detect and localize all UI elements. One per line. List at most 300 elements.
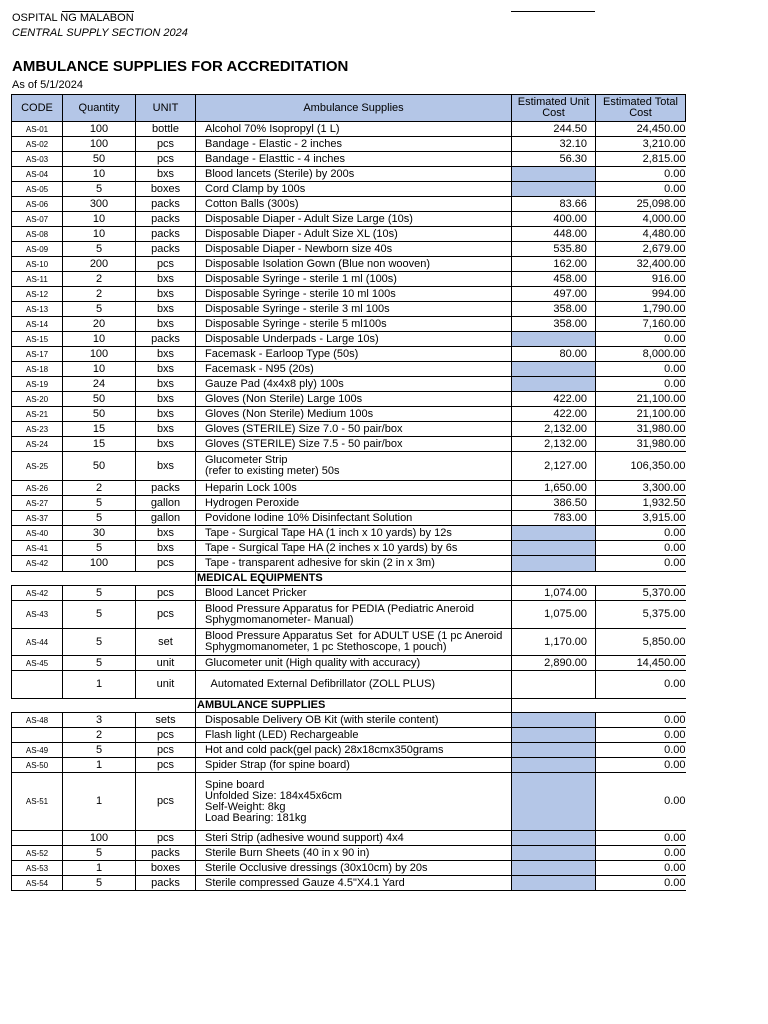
item-unit-cost: 386.50	[512, 496, 596, 511]
table-row	[12, 182, 686, 197]
item-unit-cost: 497.00	[512, 287, 596, 302]
item-code: AS-08	[12, 227, 63, 242]
table-row	[12, 437, 686, 452]
description-line: Alcohol 70% Isopropyl (1 L)	[205, 122, 340, 135]
item-code: AS-15	[12, 332, 63, 347]
item-unit: pcs	[136, 758, 196, 773]
description-line: Glucometer unit (High quality with accuracy)	[205, 656, 421, 669]
section-qty-cell	[63, 572, 136, 586]
item-code: AS-07	[12, 212, 63, 227]
item-unit: pcs	[136, 831, 196, 846]
item-description	[196, 861, 512, 876]
item-code: AS-43	[12, 601, 63, 629]
item-quantity: 30	[63, 526, 136, 541]
item-unit: boxes	[136, 861, 196, 876]
col-header-code: CODE	[12, 95, 63, 122]
item-code	[12, 671, 63, 699]
item-quantity: 5	[63, 541, 136, 556]
item-description	[196, 713, 512, 728]
table-row	[12, 496, 686, 511]
item-unit-cost: 2,132.00	[512, 422, 596, 437]
item-quantity: 50	[63, 452, 136, 481]
section-unit-cell	[136, 699, 196, 713]
description-line: Facemask - N95 (20s)	[205, 362, 314, 375]
item-unit: pcs	[136, 743, 196, 758]
item-quantity: 3	[63, 713, 136, 728]
item-description	[196, 496, 512, 511]
description-line: Disposable Syringe - sterile 5 ml100s	[205, 317, 387, 330]
item-unit-cost: 2,127.00	[512, 452, 596, 481]
item-total-cost: 0.00	[596, 743, 686, 758]
item-quantity: 5	[63, 656, 136, 671]
item-unit-cost	[512, 831, 596, 846]
item-unit: bxs	[136, 362, 196, 377]
item-description	[196, 452, 512, 481]
item-description	[196, 392, 512, 407]
description-line: Bandage - Elasttic - 4 inches	[205, 152, 346, 165]
item-unit-cost: 1,074.00	[512, 586, 596, 601]
section-unit-cell	[136, 572, 196, 586]
item-code: AS-42	[12, 586, 63, 601]
item-description	[196, 302, 512, 317]
table-row	[12, 452, 686, 481]
table-row	[12, 511, 686, 526]
description-line: Tape - transparent adhesive for skin (2 in x 3m)	[205, 557, 435, 569]
item-code: AS-42	[12, 556, 63, 572]
table-row	[12, 481, 686, 496]
description-line: Sterile compressed Gauze 4.5"X4.1 Yard	[205, 876, 405, 889]
description-line: Facemask - Earloop Type (50s)	[205, 347, 359, 360]
item-unit-cost: 358.00	[512, 317, 596, 332]
item-unit: pcs	[136, 773, 196, 831]
item-description	[196, 242, 512, 257]
item-unit-cost	[512, 743, 596, 758]
item-unit: bxs	[136, 287, 196, 302]
item-unit: bxs	[136, 167, 196, 182]
item-total-cost: 3,300.00	[596, 481, 686, 496]
item-description	[196, 197, 512, 212]
item-code: AS-53	[12, 861, 63, 876]
item-code: AS-20	[12, 392, 63, 407]
item-quantity: 1	[63, 773, 136, 831]
item-total-cost: 0.00	[596, 713, 686, 728]
item-total-cost: 3,915.00	[596, 511, 686, 526]
item-code: AS-09	[12, 242, 63, 257]
table-row	[12, 407, 686, 422]
item-unit: packs	[136, 212, 196, 227]
supplies-table	[11, 94, 686, 891]
description-line: Disposable Diaper - Newborn size 40s	[205, 242, 393, 255]
item-quantity: 5	[63, 846, 136, 861]
item-total-cost: 0.00	[596, 167, 686, 182]
item-quantity: 50	[63, 392, 136, 407]
item-unit-cost	[512, 671, 596, 699]
table-row	[12, 556, 686, 572]
item-code: AS-24	[12, 437, 63, 452]
table-row	[12, 846, 686, 861]
item-unit: packs	[136, 332, 196, 347]
item-quantity: 10	[63, 362, 136, 377]
item-unit: pcs	[136, 601, 196, 629]
table-row	[12, 257, 686, 272]
item-quantity: 300	[63, 197, 136, 212]
item-total-cost: 25,098.00	[596, 197, 686, 212]
item-unit-cost	[512, 876, 596, 891]
item-code: AS-11	[12, 272, 63, 287]
item-unit: packs	[136, 197, 196, 212]
item-quantity: 50	[63, 407, 136, 422]
item-total-cost: 21,100.00	[596, 392, 686, 407]
item-quantity: 5	[63, 629, 136, 656]
item-unit: pcs	[136, 728, 196, 743]
item-quantity: 5	[63, 743, 136, 758]
item-total-cost: 14,450.00	[596, 656, 686, 671]
table-row	[12, 152, 686, 167]
table-row	[12, 212, 686, 227]
item-unit: pcs	[136, 137, 196, 152]
table-row	[12, 287, 686, 302]
table-row	[12, 758, 686, 773]
section-tc-cell	[596, 572, 686, 586]
table-row	[12, 526, 686, 541]
item-total-cost: 1,932.50	[596, 496, 686, 511]
table-row	[12, 377, 686, 392]
item-quantity: 100	[63, 556, 136, 572]
item-unit-cost	[512, 362, 596, 377]
item-description	[196, 362, 512, 377]
description-line: Steri Strip (adhesive wound support) 4x4	[205, 831, 404, 844]
item-quantity: 5	[63, 586, 136, 601]
item-code: AS-26	[12, 481, 63, 496]
table-row	[12, 317, 686, 332]
table-row	[12, 122, 686, 137]
item-total-cost: 0.00	[596, 526, 686, 541]
item-code: AS-03	[12, 152, 63, 167]
description-line: Povidone Iodine 10% Disinfectant Solution	[205, 511, 413, 524]
item-code: AS-14	[12, 317, 63, 332]
item-total-cost: 0.00	[596, 556, 686, 572]
item-unit-cost: 448.00	[512, 227, 596, 242]
table-row	[12, 167, 686, 182]
item-unit: bxs	[136, 377, 196, 392]
table-row	[12, 272, 686, 287]
table-row	[12, 876, 686, 891]
item-quantity: 5	[63, 496, 136, 511]
section-tc-cell	[596, 699, 686, 713]
item-total-cost: 0.00	[596, 541, 686, 556]
table-row	[12, 728, 686, 743]
item-unit-cost: 32.10	[512, 137, 596, 152]
item-total-cost: 0.00	[596, 671, 686, 699]
item-code: AS-37	[12, 511, 63, 526]
item-unit-cost	[512, 182, 596, 197]
item-unit-cost: 162.00	[512, 257, 596, 272]
description-line: Heparin Lock 100s	[205, 481, 297, 494]
item-total-cost: 7,160.00	[596, 317, 686, 332]
item-unit: gallon	[136, 496, 196, 511]
item-quantity: 5	[63, 511, 136, 526]
item-unit-cost: 358.00	[512, 302, 596, 317]
item-quantity: 1	[63, 758, 136, 773]
item-unit: bxs	[136, 541, 196, 556]
item-unit-cost	[512, 861, 596, 876]
item-quantity: 1	[63, 671, 136, 699]
item-unit: gallon	[136, 511, 196, 526]
item-code: AS-06	[12, 197, 63, 212]
item-unit-cost: 56.30	[512, 152, 596, 167]
table-body	[12, 122, 686, 891]
item-total-cost: 0.00	[596, 362, 686, 377]
item-code: AS-44	[12, 629, 63, 656]
item-quantity: 24	[63, 377, 136, 392]
item-description	[196, 511, 512, 526]
description-line: (refer to existing meter) 50s	[205, 465, 340, 477]
table-row	[12, 137, 686, 152]
item-code: AS-17	[12, 347, 63, 362]
description-line: Blood Pressure Apparatus Set for ADULT USE (1 pc Aneroid	[205, 630, 503, 642]
table-row	[12, 541, 686, 556]
item-total-cost: 5,850.00	[596, 629, 686, 656]
description-line: Sphygmomanometer, 1 pc Stethoscope, 1 pouch)	[205, 641, 447, 653]
item-unit: packs	[136, 846, 196, 861]
item-unit-cost: 783.00	[512, 511, 596, 526]
item-description	[196, 287, 512, 302]
item-code: AS-18	[12, 362, 63, 377]
description-line: Flash light (LED) Rechargeable	[205, 728, 359, 741]
item-quantity: 2	[63, 728, 136, 743]
description-line: Gloves (STERILE) Size 7.5 - 50 pair/box	[205, 437, 403, 450]
item-code: AS-12	[12, 287, 63, 302]
item-description	[196, 347, 512, 362]
item-description	[196, 182, 512, 197]
description-line: Blood Pressure Apparatus for PEDIA (Pediatric Aneroid	[205, 602, 475, 615]
item-code: AS-54	[12, 876, 63, 891]
col-header-unit: UNIT	[136, 95, 196, 122]
description-line: Sterile Burn Sheets (40 in x 90 in)	[205, 846, 370, 859]
item-quantity: 2	[63, 287, 136, 302]
table-header	[12, 95, 686, 122]
item-code: AS-25	[12, 452, 63, 481]
item-unit-cost	[512, 728, 596, 743]
item-unit: pcs	[136, 257, 196, 272]
item-unit-cost: 2,890.00	[512, 656, 596, 671]
item-description	[196, 629, 512, 656]
item-quantity: 5	[63, 601, 136, 629]
item-unit: bxs	[136, 452, 196, 481]
item-description	[196, 586, 512, 601]
description-line: Hot and cold pack(gel pack) 28x18cmx350grams	[205, 743, 444, 756]
item-unit-cost	[512, 556, 596, 572]
item-quantity: 100	[63, 347, 136, 362]
item-unit: unit	[136, 671, 196, 699]
description-line: Gloves (Non Sterile) Large 100s	[205, 392, 363, 405]
item-description	[196, 212, 512, 227]
table-row	[12, 392, 686, 407]
item-unit-cost: 400.00	[512, 212, 596, 227]
item-total-cost: 0.00	[596, 758, 686, 773]
item-unit: boxes	[136, 182, 196, 197]
item-code: AS-52	[12, 846, 63, 861]
item-total-cost: 0.00	[596, 728, 686, 743]
item-unit-cost	[512, 377, 596, 392]
section-code-cell	[12, 572, 63, 586]
item-unit: pcs	[136, 586, 196, 601]
description-line: Gloves (Non Sterile) Medium 100s	[205, 407, 374, 420]
item-total-cost: 4,000.00	[596, 212, 686, 227]
description-line: Sphygmomanometer- Manual)	[205, 613, 354, 626]
item-quantity: 100	[63, 137, 136, 152]
description-line: Unfolded Size: 184x45x6cm	[205, 789, 342, 802]
item-unit: bxs	[136, 437, 196, 452]
item-unit-cost: 1,075.00	[512, 601, 596, 629]
description-line: Self-Weight: 8kg	[205, 800, 286, 813]
item-unit: set	[136, 629, 196, 656]
description-line: Disposable Diaper - Adult Size Large (10s)	[205, 212, 413, 225]
item-total-cost: 31,980.00	[596, 437, 686, 452]
description-line: Blood Lancet Pricker	[205, 586, 307, 599]
item-total-cost: 916.00	[596, 272, 686, 287]
item-unit: packs	[136, 876, 196, 891]
item-quantity: 10	[63, 227, 136, 242]
item-quantity: 15	[63, 422, 136, 437]
table-row	[12, 347, 686, 362]
item-total-cost: 5,370.00	[596, 586, 686, 601]
description-line: Tape - Surgical Tape HA (1 inch x 10 yards) by 12s	[205, 526, 452, 539]
item-description	[196, 122, 512, 137]
item-unit: bxs	[136, 272, 196, 287]
item-unit: bxs	[136, 302, 196, 317]
description-line: Disposable Underpads - Large 10s)	[205, 332, 379, 345]
item-quantity: 15	[63, 437, 136, 452]
item-unit: bxs	[136, 392, 196, 407]
section-code-cell	[12, 699, 63, 713]
item-unit-cost	[512, 758, 596, 773]
table-row	[12, 773, 686, 831]
description-line: Bandage - Elastic - 2 inches	[205, 137, 342, 150]
item-total-cost: 5,375.00	[596, 601, 686, 629]
item-unit: packs	[136, 242, 196, 257]
item-unit: unit	[136, 656, 196, 671]
item-unit-cost: 535.80	[512, 242, 596, 257]
item-description	[196, 272, 512, 287]
item-description	[196, 137, 512, 152]
item-unit-cost: 422.00	[512, 392, 596, 407]
col-header-total-cost: Estimated Total Cost	[596, 95, 686, 122]
item-code: AS-50	[12, 758, 63, 773]
item-unit-cost	[512, 846, 596, 861]
item-code: AS-02	[12, 137, 63, 152]
item-unit: bottle	[136, 122, 196, 137]
item-description	[196, 656, 512, 671]
item-code: AS-05	[12, 182, 63, 197]
item-unit: bxs	[136, 526, 196, 541]
table-row	[12, 197, 686, 212]
item-description	[196, 422, 512, 437]
item-quantity: 2	[63, 272, 136, 287]
table-row	[12, 629, 686, 656]
item-unit-cost	[512, 332, 596, 347]
section-uc-cell	[512, 572, 596, 586]
description-line: Cotton Balls (300s)	[205, 197, 299, 210]
section-uc-cell	[512, 699, 596, 713]
description-line: Disposable Syringe - sterile 10 ml 100s	[205, 287, 396, 300]
item-total-cost: 2,679.00	[596, 242, 686, 257]
table-row	[12, 601, 686, 629]
item-code: AS-49	[12, 743, 63, 758]
item-quantity: 100	[63, 122, 136, 137]
item-code: AS-01	[12, 122, 63, 137]
table-row	[12, 362, 686, 377]
item-code: AS-45	[12, 656, 63, 671]
section-label: MEDICAL EQUIPMENTS	[196, 572, 512, 586]
item-quantity: 50	[63, 152, 136, 167]
description-line: Load Bearing: 181kg	[205, 811, 307, 824]
item-code	[12, 831, 63, 846]
description-line: Glucometer Strip	[205, 454, 288, 466]
item-unit-cost: 1,650.00	[512, 481, 596, 496]
item-total-cost: 0.00	[596, 846, 686, 861]
description-line: Gauze Pad (4x4x8 ply) 100s	[205, 377, 344, 390]
item-total-cost: 0.00	[596, 861, 686, 876]
item-description	[196, 152, 512, 167]
item-description	[196, 831, 512, 846]
item-total-cost: 0.00	[596, 182, 686, 197]
item-description	[196, 601, 512, 629]
col-header-supplies: Ambulance Supplies	[196, 95, 512, 122]
item-unit: bxs	[136, 422, 196, 437]
item-unit-cost: 244.50	[512, 122, 596, 137]
table-row	[12, 656, 686, 671]
item-unit-cost: 2,132.00	[512, 437, 596, 452]
item-code: AS-21	[12, 407, 63, 422]
item-total-cost: 0.00	[596, 876, 686, 891]
item-total-cost: 0.00	[596, 773, 686, 831]
item-quantity: 20	[63, 317, 136, 332]
item-total-cost: 31,980.00	[596, 422, 686, 437]
item-total-cost: 3,210.00	[596, 137, 686, 152]
item-description	[196, 407, 512, 422]
col-header-unit-cost: Estimated Unit Cost	[512, 95, 596, 122]
description-line: Gloves (STERILE) Size 7.0 - 50 pair/box	[205, 422, 403, 435]
item-unit: pcs	[136, 556, 196, 572]
table-row	[12, 302, 686, 317]
description-line: Disposable Delivery OB Kit (with sterile content)	[205, 713, 439, 726]
item-total-cost: 0.00	[596, 377, 686, 392]
item-quantity: 5	[63, 182, 136, 197]
item-unit-cost	[512, 167, 596, 182]
item-unit-cost	[512, 526, 596, 541]
item-quantity: 10	[63, 332, 136, 347]
item-unit-cost: 80.00	[512, 347, 596, 362]
item-description	[196, 317, 512, 332]
item-description	[196, 332, 512, 347]
as-of-date: As of 5/1/2024	[12, 79, 83, 91]
item-total-cost: 4,480.00	[596, 227, 686, 242]
table-row	[12, 332, 686, 347]
item-quantity: 5	[63, 242, 136, 257]
table-row	[12, 586, 686, 601]
item-description	[196, 167, 512, 182]
item-code: AS-19	[12, 377, 63, 392]
item-unit: packs	[136, 481, 196, 496]
item-description	[196, 728, 512, 743]
item-description	[196, 227, 512, 242]
item-unit-cost	[512, 541, 596, 556]
description-line: Sterile Occlusive dressings (30x10cm) by 20s	[205, 861, 428, 874]
item-quantity: 2	[63, 481, 136, 496]
item-code: AS-10	[12, 257, 63, 272]
item-description	[196, 773, 512, 831]
